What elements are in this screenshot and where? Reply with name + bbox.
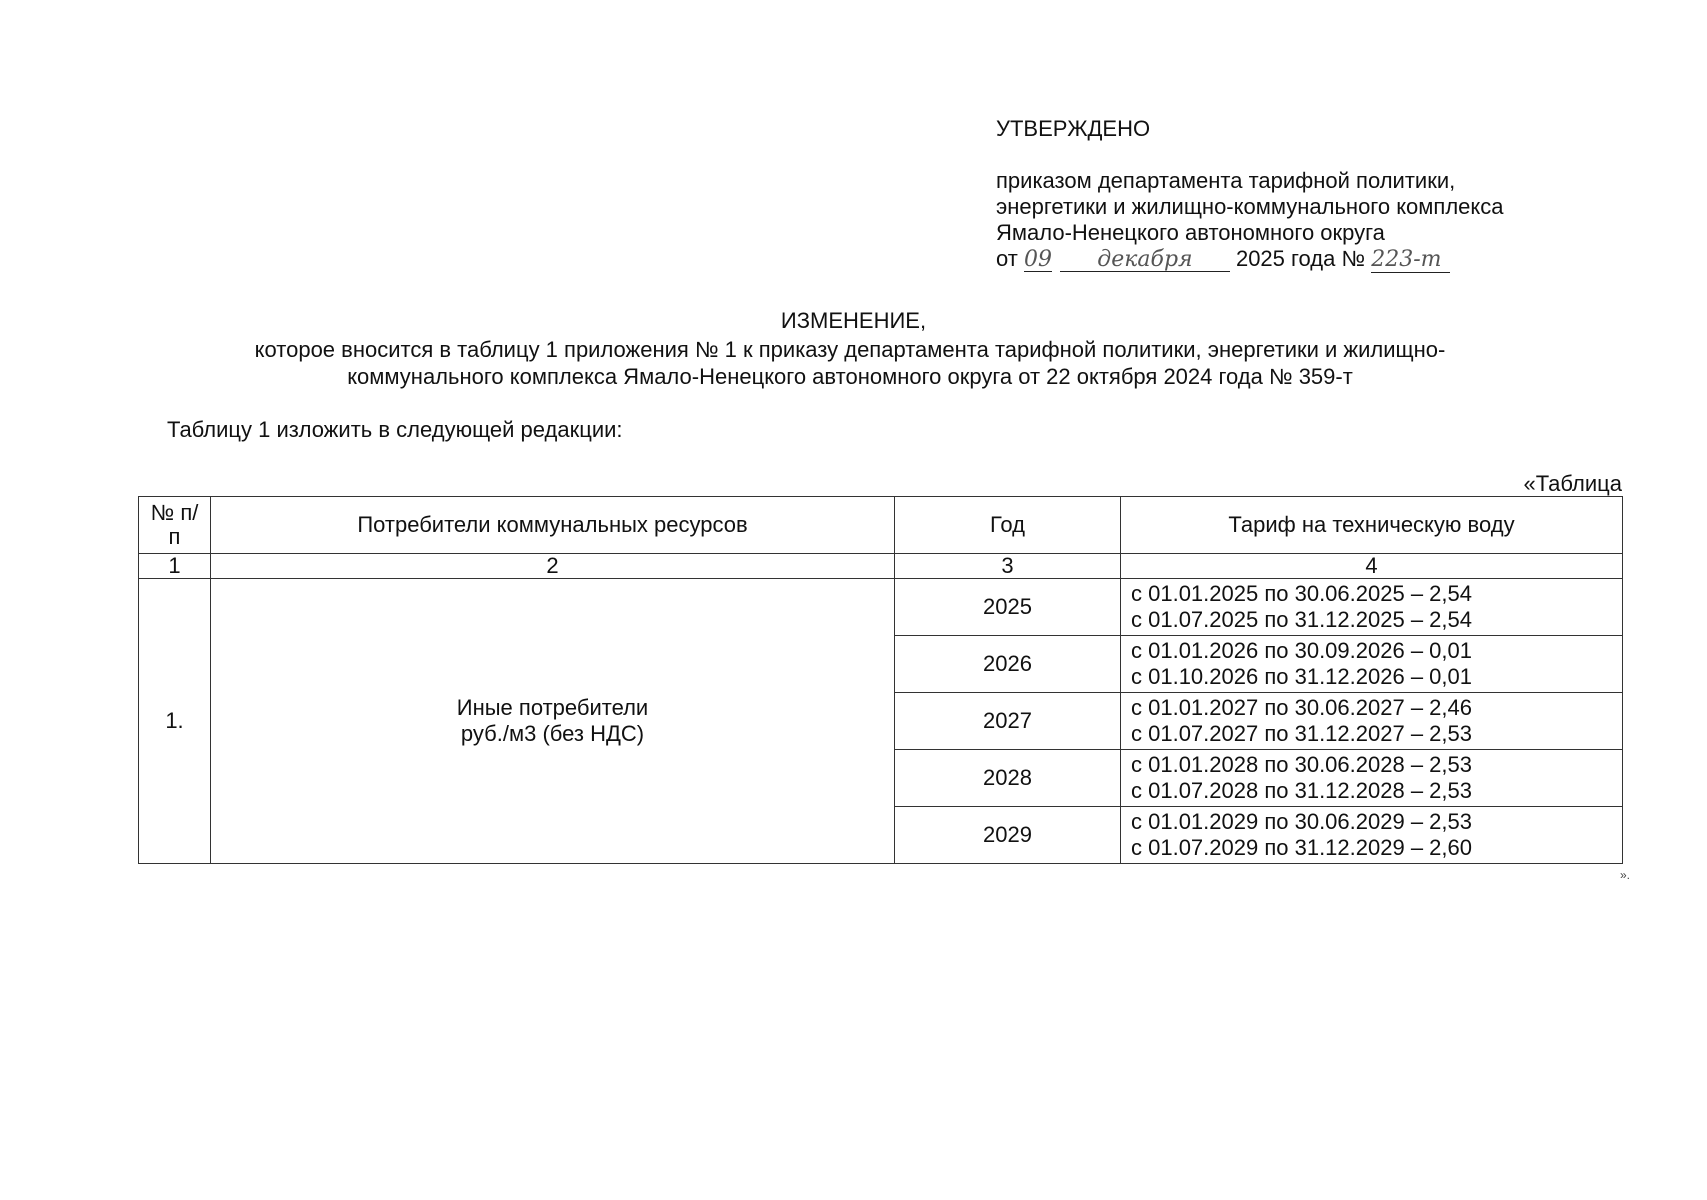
tariff-period: с 01.01.2026 по 30.09.2026 – 0,01 [1131, 638, 1472, 663]
header-year: Год [895, 497, 1121, 554]
tariff-table [138, 496, 1623, 864]
tariff-cell [1121, 579, 1623, 636]
tariff-cell [1121, 807, 1623, 864]
handwritten-order-number [1371, 249, 1451, 271]
tariff-period: с 01.01.2028 по 30.06.2028 – 2,53 [1131, 752, 1472, 777]
tariff-cell [1121, 636, 1623, 693]
tariff-period: с 01.07.2028 по 31.12.2028 – 2,53 [1131, 778, 1472, 803]
document-title: ИЗМЕНЕНИЕ, [780, 308, 927, 333]
year-cell: 2026 [895, 636, 1121, 693]
header-number: № п/п [139, 497, 211, 554]
tariff-period: с 01.01.2025 по 30.06.2025 – 2,54 [1131, 581, 1472, 606]
column-number-row [139, 554, 1623, 579]
row-number: 1. [139, 579, 211, 864]
approval-line: Ямало-Ненецкого автономного округа [996, 220, 1385, 245]
year-cell: 2029 [895, 807, 1121, 864]
year-cell: 2027 [895, 693, 1121, 750]
table-header-row [139, 497, 1623, 554]
header-consumers: Потребители коммунальных ресурсов [211, 497, 895, 554]
approval-title: УТВЕРЖДЕНО [996, 116, 1151, 141]
column-number: 3 [895, 554, 1121, 579]
column-number: 4 [1121, 554, 1623, 579]
table-row [139, 579, 1623, 636]
tariff-period: с 01.07.2025 по 31.12.2025 – 2,54 [1131, 607, 1472, 632]
date-prefix: от [996, 246, 1018, 271]
tariff-cell [1121, 750, 1623, 807]
tariff-period: с 01.01.2027 по 30.06.2027 – 2,46 [1131, 695, 1472, 720]
consumer-unit: руб./м3 (без НДС) [460, 721, 645, 746]
year-cell: 2025 [895, 579, 1121, 636]
consumer-cell [211, 579, 895, 864]
order-number: 223-т [1371, 247, 1449, 273]
date-year-text: 2025 года № [1235, 246, 1366, 271]
header-tariff: Тариф на техническую воду [1121, 497, 1623, 554]
subtitle-line: которое вносится в таблицу 1 приложения № 1 к приказу департамента тарифной политики, энергетики и жилищно- [254, 337, 1446, 362]
subtitle-line: коммунального комплекса Ямало-Ненецкого автономного округа от 22 октября 2024 года № 359-т [347, 364, 1353, 389]
tariff-period: с 01.01.2029 по 30.06.2029 – 2,53 [1131, 809, 1472, 834]
approval-line: энергетики и жилищно-коммунального комплекса [996, 194, 1504, 219]
document-subtitle [170, 336, 1530, 390]
table-label: «Таблица [1523, 471, 1622, 496]
handwritten-day: 09 [1023, 247, 1052, 272]
approval-block [996, 116, 1636, 272]
tariff-period: с 01.07.2029 по 31.12.2029 – 2,60 [1131, 835, 1472, 860]
approval-line: приказом департамента тарифной политики, [996, 168, 1456, 193]
table-end-mark: ». [1620, 868, 1631, 882]
tariff-period: с 01.10.2026 по 31.12.2026 – 0,01 [1131, 664, 1472, 689]
tariff-period: с 01.07.2027 по 31.12.2027 – 2,53 [1131, 721, 1472, 746]
column-number: 2 [211, 554, 895, 579]
instruction-text: Таблицу 1 изложить в следующей редакции: [167, 417, 623, 442]
column-number: 1 [139, 554, 211, 579]
tariff-cell [1121, 693, 1623, 750]
year-cell: 2028 [895, 750, 1121, 807]
consumer-name: Иные потребители [456, 695, 649, 720]
approval-date-line [996, 246, 1636, 272]
handwritten-month: декабря [1060, 249, 1230, 272]
